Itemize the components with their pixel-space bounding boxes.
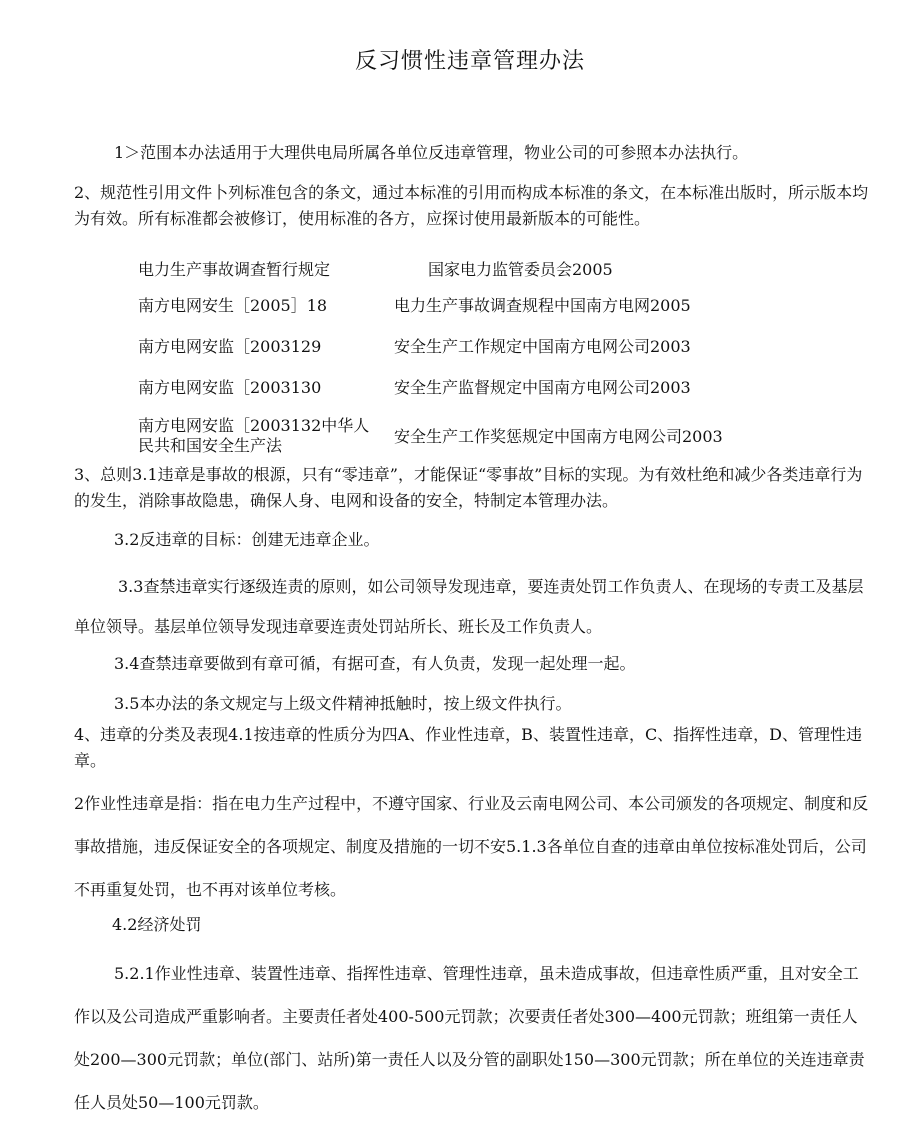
document-title: 反习惯性违章管理办法	[354, 49, 585, 74]
standard-row	[138, 295, 878, 321]
standard-desc: 安全生产工作规定中国南方电网公司2003	[394, 337, 691, 356]
standard-row	[138, 336, 878, 362]
standard-desc: 安全生产工作奖惩规定中国南方电网公司2003	[394, 427, 723, 446]
paragraph-normative-references: 2、规范性引用文件卜列标准包含的条文，通过本标准的引用而构成本标准的条文，在本标准出版时，所示版本均为有效。所有标准都会被修订，使用标准的各方，应探讨使用最新版本的可能性。	[74, 183, 869, 228]
standard-desc: 国家电力监管委员会2005	[428, 260, 613, 279]
standard-row	[138, 259, 878, 285]
paragraph-general-principles: 3、总则3.1违章是事故的根源，只有“零违章”，才能保证“零事故”目标的实现。为有效杜绝和减少各类违章行为的发生，消除事故隐患，确保人身、电网和设备的安全，特制定本管理办法。	[74, 465, 863, 510]
paragraph-5-2-1: 5.2.1作业性违章、装置性违章、指挥性违章、管理性违章，虽未造成事故，但违章性质严重，且对安全工作以及公司造成严重影响者。主要责任者处400-500元罚款；次要责任者处300—400元罚款；班组第一责任人处200—300元罚款；单位(部门、站所)第一责任人以及分管的副职处150—300元罚款；所在单位的关连违章责任人员处50—100元罚款。	[74, 964, 865, 1112]
paragraph-scope: 1＞范围本办法适用于大理供电局所属各单位反违章管理，物业公司的可参照本办法执行。	[114, 143, 749, 162]
standard-desc: 电力生产事故调查规程中国南方电网2005	[394, 296, 691, 315]
standard-code: 南方电网安监［2003129	[138, 337, 322, 356]
standard-row	[138, 377, 878, 403]
paragraph-3-2: 3.2反违章的目标：创建无违章企业。	[114, 530, 380, 549]
standard-code: 电力生产事故调查暂行规定	[138, 260, 331, 279]
standard-row	[138, 416, 878, 462]
paragraph-3-3: 3.3查禁违章实行逐级连责的原则，如公司领导发现违章，要连责处罚工作负责人、在现场的专责工及基层单位领导。基层单位领导发现违章要连责处罚站所长、班长及工作负责人。	[74, 577, 864, 636]
standard-code: 南方电网安生［2005］18	[138, 296, 328, 315]
standard-code: 南方电网安监［2003132中华人民共和国安全生产法	[138, 416, 370, 455]
paragraph-operational-violation: 2作业性违章是指：指在电力生产过程中，不遵守国家、行业及云南电网公司、本公司颁发的各项规定、制度和反事故措施，违反保证安全的各项规定、制度及措施的一切不安5.1.3各单位自查的违章由单位按标准处罚后，公司不再重复处罚，也不再对该单位考核。	[74, 794, 869, 899]
paragraph-3-4: 3.4查禁违章要做到有章可循，有据可查，有人负责，发现一起处理一起。	[114, 654, 636, 673]
paragraph-3-5: 3.5本办法的条文规定与上级文件精神抵触时，按上级文件执行。	[114, 694, 572, 713]
paragraph-violation-classification: 4、违章的分类及表现4.1按违章的性质分为四A、作业性违章，B、装置性违章，C、指挥性违章，D、管理性违章。	[74, 725, 863, 770]
standard-desc: 安全生产监督规定中国南方电网公司2003	[394, 378, 691, 397]
standard-code: 南方电网安监［2003130	[138, 378, 322, 397]
paragraph-4-2: 4.2经济处罚	[112, 915, 202, 934]
